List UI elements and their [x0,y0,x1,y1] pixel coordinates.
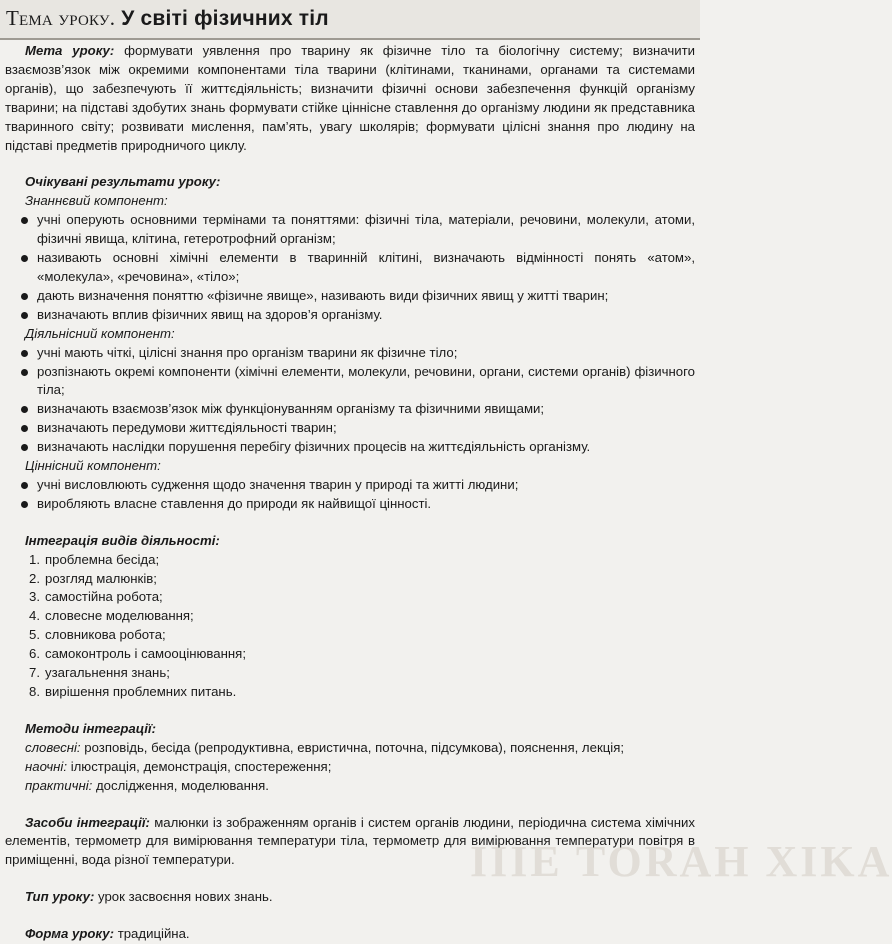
lesson-form-text: традиційна. [117,926,190,942]
results-group-list [5,211,695,324]
means-text: малюнки із зображенням органів і систем органів людини, періодична система хімічних елементів, термометр для вимірювання температури тіла, термометр для вимірювання температури повітря в приміщенні, вода різної температури. [5,814,695,868]
methods-visual [5,758,695,777]
results-group-list [5,344,695,457]
list-item-text: словникова робота; [45,627,166,643]
list-item-text: визначають взаємозв’язок між функціонуванням організму та фізичними явищами; [37,401,545,417]
bullet-icon [21,425,28,432]
list-item-text: розпізнають окремі компоненти (хімічні елементи, молекули, речовини, органи, системи органів) фізичного тіла; [37,363,695,398]
document-body [5,42,695,944]
list-item [19,495,695,514]
bullet-icon [21,217,28,224]
list-item-text: словесне моделювання; [45,608,194,624]
bullet-icon [21,369,28,376]
list-item-text: самоконтроль і самооцінювання; [45,646,246,662]
goal-text: формувати уявлення про тварину як фізичне тіло та біологічну систему; визначити взаємозв’язок між окремими компонентами тіла тварини (клітинами, тканинами, органами та системами органів), що забезпечують її життєдіяльність; визначити фізичні основи забезпечення функцій організму тварини; на підставі здобутих знань формувати стійке ціннісне ставлення до організму людини як представника тваринного світу; розвивати мислення, пам’ять, увагу школярів; формувати цілісні знання про людину на підставі предметів природничого циклу. [5,43,696,153]
title-topic: У світі фізичних тіл [121,7,329,30]
lesson-form [5,925,695,944]
bullet-icon [21,406,28,413]
list-item-text: визначають наслідки порушення перебігу фізичних процесів на життєдіяльність організму. [37,439,591,455]
methods-verbal-text: розповідь, бесіда (репродуктивна, евристична, поточна, підсумкова), пояснення, лекція; [84,739,625,755]
list-item [19,363,695,401]
integration-list [5,551,695,702]
lesson-form-label: Форма уроку: [25,926,115,942]
list-item-number: 8. [29,684,40,699]
list-item-number: 7. [29,665,40,681]
results-group-label: Знаннєвий компонент: [25,193,168,209]
list-item [29,664,695,683]
list-item-number: 4. [29,608,40,624]
list-item-text: учні висловлюють судження щодо значення тварин у природі та житті людини; [37,476,519,492]
list-item [29,626,695,645]
lesson-type-label: Тип уроку: [25,889,95,905]
methods-visual-label: наочні: [25,758,68,774]
list-item [29,551,695,570]
list-item-text: виробляють власне ставлення до природи як найвищої цінності. [37,495,432,511]
list-item-text: вирішення проблемних питань. [45,684,237,699]
means-section [5,814,695,871]
list-item [19,344,695,363]
results-group-label: Ціннісний компонент: [25,458,161,474]
lesson-type-text: урок засвоєння нових знань. [98,889,273,905]
list-item-text: визначають передумови життєдіяльності тварин; [37,420,337,436]
bullet-icon [21,293,28,300]
list-item [29,683,695,702]
methods-verbal [5,739,695,758]
list-item [19,211,695,249]
list-item-number: 6. [29,646,40,662]
list-item-text: учні оперують основними термінами та поняттями: фізичні тіла, матеріали, речовини, молекули, атоми, фізичні явища, клітина, гетеротрофний організм; [37,212,695,247]
list-item [19,438,695,457]
list-item-number: 2. [29,570,40,586]
results-groups [5,192,695,513]
bullet-icon [21,501,28,508]
list-item [19,476,695,495]
integration-heading: Інтеграція видів діяльності: [25,532,220,548]
list-item-number: 5. [29,627,40,643]
list-item [19,306,695,325]
goal-section [5,42,695,155]
list-item [29,588,695,607]
list-item [19,400,695,419]
bullet-icon [21,350,28,357]
list-item-number: 3. [29,589,40,605]
list-item [19,287,695,306]
list-item [29,645,695,664]
methods-practical [5,777,695,796]
list-item [19,419,695,438]
list-item-text: визначають вплив фізичних явищ на здоров’я організму. [37,306,383,322]
list-item-text: узагальнення знань; [45,665,170,681]
title-lead: Тема уроку. [6,6,116,30]
methods-verbal-label: словесні: [25,739,81,755]
title-bar [0,0,700,40]
bullet-icon [21,482,28,489]
methods-practical-text: дослідження, моделювання. [95,777,269,793]
list-item-text: дають визначення поняттю «фізичне явище», називають види фізичних явищ у житті тварин; [37,287,609,303]
goal-label: Мета уроку: [25,43,115,58]
lesson-type [5,888,695,907]
bullet-icon [21,444,28,451]
bullet-icon [21,312,28,319]
page-title [6,6,329,31]
means-label: Засоби інтеграції: [25,814,150,830]
list-item-text: називають основні хімічні елементи в тваринній клітині, визначають відмінності понять «атом», «молекула», «речовина», «тіло»; [37,250,695,284]
results-heading: Очікувані результати уроку: [25,174,221,190]
list-item-text: учні мають чіткі, цілісні знання про організм тварини як фізичне тіло; [37,344,458,360]
results-group-label: Діяльнісний компонент: [25,325,175,341]
list-item-text: розгляд малюнків; [45,570,157,586]
watermark: IIIE TORAH XIKA [470,837,892,886]
list-item [29,607,695,626]
bullet-icon [21,255,28,262]
results-group-list [5,476,695,514]
list-item-text: проблемна бесіда; [45,551,160,567]
list-item [29,570,695,589]
methods-visual-text: ілюстрація, демонстрація, спостереження; [70,758,332,774]
list-item-text: самостійна робота; [45,589,163,605]
methods-practical-label: практичні: [25,777,93,793]
list-item-number: 1. [29,551,40,567]
methods-heading: Методи інтеграції: [25,720,156,736]
list-item [19,249,695,287]
